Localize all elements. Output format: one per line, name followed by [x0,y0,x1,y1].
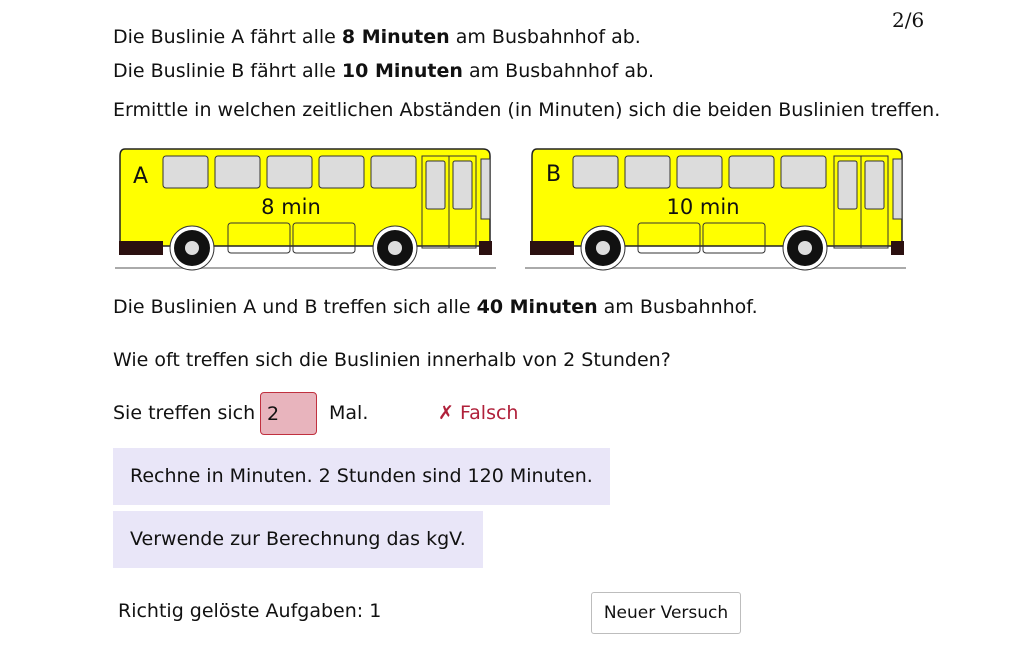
bus-b-illustration [523,146,908,271]
feedback-text: Falsch [459,402,519,424]
bus-a-illustration [113,146,498,271]
task-line-a: Die Buslinie A fährt alle 8 Minuten am Busbahnhof ab. [113,26,641,48]
feedback-incorrect [438,402,518,424]
retry-button[interactable]: Neuer Versuch [591,592,741,634]
bus-a-letter: A [133,164,149,189]
progress-indicator: 2/6 [892,8,925,32]
hint-box-kgv: Verwende zur Berechnung das kgV. [113,511,483,568]
result-statement: Die Buslinien A und B treffen sich alle 40 Minuten am Busbahnhof. [113,296,758,318]
task-question: Ermittle in welchen zeitlichen Abständen (in Minuten) sich die beiden Buslinien treffen. [113,99,941,121]
bus-b-letter: B [546,162,562,187]
answer-label-post: Mal. [329,402,369,424]
hint-box-minutes: Rechne in Minuten. 2 Stunden sind 120 Minuten. [113,448,610,505]
score-counter: Richtig gelöste Aufgaben: 1 [118,600,382,622]
answer-label-pre: Sie treffen sich [113,402,256,424]
answer-input[interactable] [260,392,317,435]
bus-b-interval: 10 min [666,195,740,219]
bus-a-interval: 8 min [261,195,321,219]
cross-icon: ✗ [438,402,454,424]
task-line-b: Die Buslinie B fährt alle 10 Minuten am Busbahnhof ab. [113,60,655,82]
followup-question: Wie oft treffen sich die Buslinien innerhalb von 2 Stunden? [113,349,671,371]
